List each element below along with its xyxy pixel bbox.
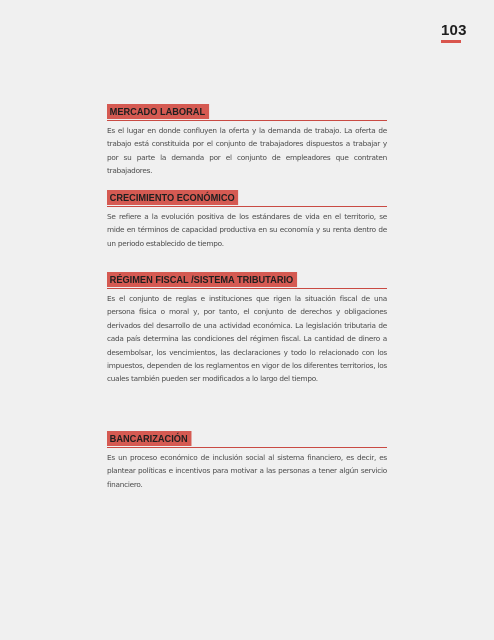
term-definition: Es un proceso económico de inclusión social al sistema financiero, es decir, es plantear políticas e incentivos para motivar a las personas a tener algún servicio financiero. [107,453,387,489]
term-definition: Se refiere a la evolución positiva de los estándares de vida en el territorio, se mide en términos de capacidad productiva en su economía y su renta dentro de un periodo establecido de tiempo. [107,212,387,248]
page-number: 103 [441,22,467,39]
glossary-entry-mercado-laboral [107,100,387,178]
heading-rule [107,288,387,289]
term-heading: CRECIMIENTO ECONÓMICO [107,190,238,205]
heading-rule [107,120,387,121]
glossary-entry-bancarizacion [107,427,387,491]
term-heading: RÉGIMEN FISCAL /SISTEMA TRIBUTARIO [107,272,297,287]
page-number-underline [441,40,461,43]
glossary-entry-regimen-fiscal [107,268,387,386]
heading-rule [107,447,387,448]
term-heading: MERCADO LABORAL [107,104,209,119]
term-heading: BANCARIZACIÓN [107,431,191,446]
heading-rule [107,206,387,207]
term-definition: Es el lugar en donde confluyen la oferta y la demanda de trabajo. La oferta de trabajo está constituida por el conjunto de trabajadores dispuestos a trabajar y por su parte la demanda por el conjunto de empleadores que contraten trabajadores. [107,126,387,176]
glossary-entry-crecimiento-economico [107,186,387,250]
term-definition: Es el conjunto de reglas e instituciones que rigen la situación fiscal de una persona física o moral y, por tanto, el conjunto de derechos y obligaciones derivados del desarrollo de una actividad económica. La legislación tributaria de cada país determina las condiciones del régimen fiscal. La cantidad de dinero a desembolsar, los vencimientos, las declaraciones y todo lo relacionado con los impuestos, dependen de los reglamentos en vigor de los diferentes territorios, los cuales también pueden ser modificados a lo largo del tiempo. [107,294,387,384]
